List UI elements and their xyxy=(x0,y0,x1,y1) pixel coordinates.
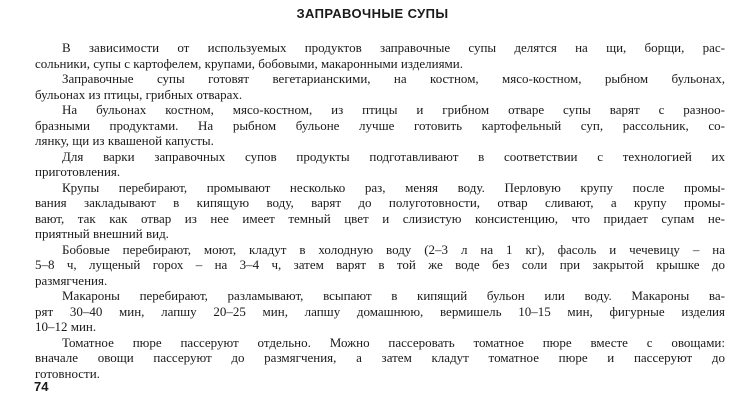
paragraph-soup-types xyxy=(35,40,725,71)
text-line: сольники, супы с картофелем, крупами, бобовыми, макаронными изделиями. xyxy=(35,55,463,71)
text-line: бразными продуктами. На рыбном бульоне лучше готовить картофельный суп, рассольник, со- xyxy=(35,117,725,133)
page-number: 74 xyxy=(34,379,49,394)
paragraph-tomato-puree xyxy=(35,334,725,382)
text-line: Для варки заправочных супов продукты подготавливают в соответствии с технологией их xyxy=(62,148,725,164)
text-line: Заправочные супы готовят вегетарианскими, на костном, мясо-костном, рыбном бульонах, xyxy=(62,71,725,86)
text-line: Бобовые перебирают, моют, кладут в холодную воду (2–3 л на 1 кг), фасоль и чечевицу – на xyxy=(62,241,725,257)
text-line: вают, так как отвар из нее имеет темный цвет и слизистую консистенцию, что придает супам не- xyxy=(35,210,725,226)
body-text xyxy=(35,40,725,381)
paragraph-legumes xyxy=(35,241,725,289)
text-line: вания закладывают в кипящую воду, варят до полуготовности, отвар сливают, а крупу промы- xyxy=(35,195,725,210)
text-line: Томатное пюре пассеруют отдельно. Можно пассеровать томатное пюре вместе с овощами: xyxy=(62,334,725,350)
paragraph-broths xyxy=(35,71,725,102)
text-line: размягчения. xyxy=(35,272,108,288)
paragraph-preparation xyxy=(35,148,725,180)
text-line: На бульонах костном, мясо-костном, из птицы и грибном отваре супы варят с разноо- xyxy=(62,102,725,117)
paragraph-broth-usage xyxy=(35,102,725,149)
text-line: 10–12 мин. xyxy=(35,319,97,334)
text-line: лянку, щи из квашеной капусты. xyxy=(35,133,214,148)
text-line: Крупы перебирают, промывают несколько раз, меняя воду. Перловую крупу после промы- xyxy=(62,179,725,195)
text-line: 5–8 ч, лущеный горох – на 3–4 ч, затем варят в той же воде без соли при закрытой крышке до xyxy=(35,257,725,272)
text-line: рят 30–40 мин, лапшу 20–25 мин, лапшу домашнюю, вермишель 10–15 мин, фигурные изделия xyxy=(35,303,725,319)
text-line: приготовления. xyxy=(35,164,121,179)
page-title: ЗАПРАВОЧНЫЕ СУПЫ xyxy=(296,6,449,21)
text-line: Макароны перебирают, разламывают, всыпают в кипящий бульон или воду. Макароны ва- xyxy=(62,288,725,303)
text-line: вначале овощи пассеруют до размягчения, а затем кладут томатное пюре и пассеруют до xyxy=(35,350,725,365)
paragraph-grains xyxy=(35,179,725,242)
text-line: готовности. xyxy=(35,365,100,381)
text-line: приятный внешний вид. xyxy=(35,226,169,241)
text-line: бульонах из птицы, грибных отварах. xyxy=(35,86,243,102)
paragraph-pasta xyxy=(35,288,725,335)
text-line: В зависимости от используемых продуктов заправочные супы делятся на щи, борщи, рас- xyxy=(62,40,725,55)
